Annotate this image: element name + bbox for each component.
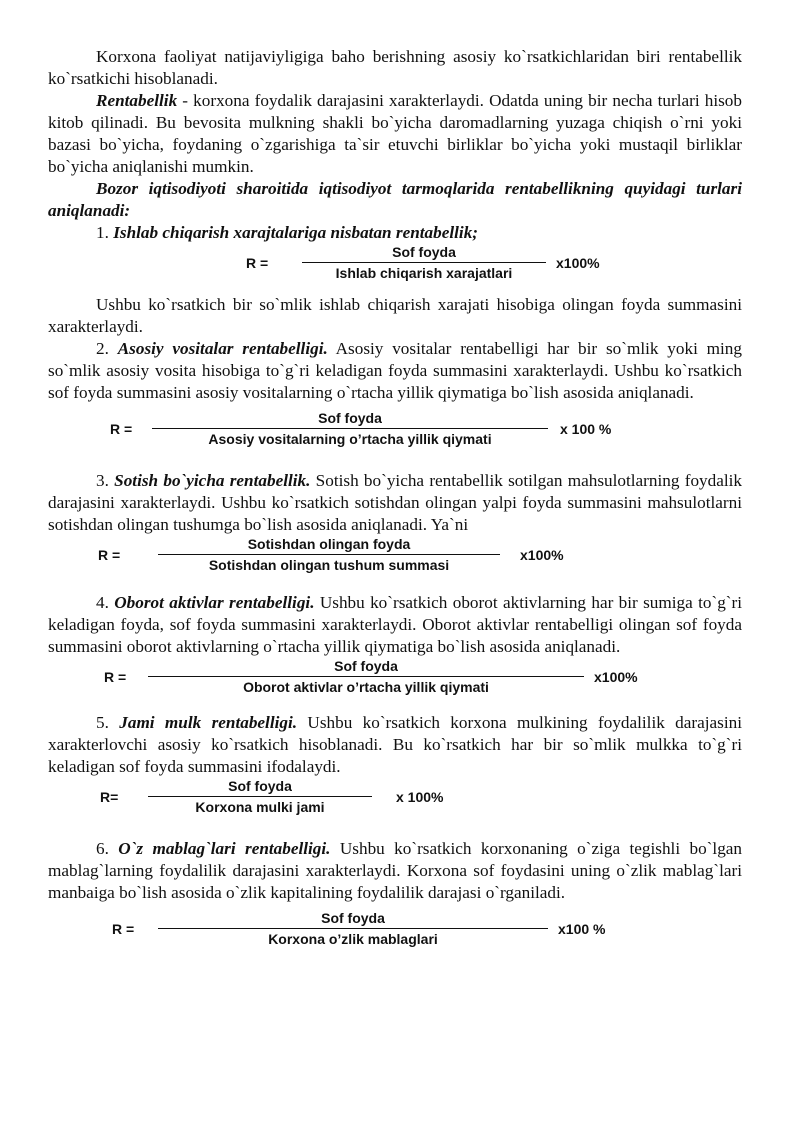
formula-3 <box>48 536 742 592</box>
item-1-title: Ishlab chiqarish xarajtalariga nisbatan rentabellik; <box>113 223 479 242</box>
item-3-text: Sotish bo`yicha rentabellik sotilgan mahsulotlarning foydalik darajasini xarakterlaydi. Ushbu ko`rsatkich sotishdan olingan yalpi foyda summasini mahsulotlarni sotishdan olingan tushumga bo`lish asosida aniqlanadi. Ya`ni <box>48 471 743 534</box>
item-2-number: 2. <box>96 339 109 358</box>
item-2-text: Asosiy vositalar rentabelligi har bir so`mlik yoki ming so`mlik asosiy vosita hisobiga to`g`ri keladigan foyda summasini xarakterlaydi. Ushbu ko`rsatkich sof foyda summasini asosiy vositalarning o`rtacha yillik qiymatiga bo`lish asosida aniqlanadi. <box>48 339 742 402</box>
item-4-title: Oborot aktivlar rentabelligi. <box>114 593 315 612</box>
formula-6-fraction-bar <box>158 928 548 929</box>
definition-text: - korxona foydalik darajasini xarakterlaydi. Odatda uning bir necha turlari hisob kitob qilinadi. Bu bevosita mulkning shakli bo`yicha daromadlarning yuzaga chiqish o`rni yoki bazasi bo`yicha, foydaning o`zgarishiga ta`sir etuvchi birliklar bo`yicha yoki mustaqil birliklar bo`yicha aniqlanishi mumkin. <box>48 91 742 176</box>
formula-4-multiplier: x100% <box>594 669 638 685</box>
formula-2 <box>48 410 742 470</box>
formula-6-multiplier: x100 % <box>558 921 606 937</box>
formula-5 <box>48 778 742 838</box>
section-heading: Bozor iqtisodiyoti sharoitida iqtisodiyot tarmoqlarida rentabellikning quyidagi turlari aniqlanadi: <box>48 179 742 220</box>
item-1-paragraph <box>48 222 742 244</box>
item-5-title: Jami mulk rentabelligi. <box>119 713 298 732</box>
formula-5-multiplier: x 100% <box>396 789 444 805</box>
formula-1-numerator: Sof foyda <box>392 244 456 260</box>
item-6-number: 6. <box>96 839 109 858</box>
formula-1-lhs: R = <box>246 255 269 271</box>
formula-6 <box>48 910 742 960</box>
item-4-paragraph <box>48 592 742 658</box>
definition-paragraph <box>48 90 742 178</box>
formula-4 <box>48 658 742 712</box>
formula-2-denominator: Asosiy vositalarning o’rtacha yillik qiymati <box>208 431 492 447</box>
item-4-text: Ushbu ko`rsatkich oborot aktivlarning har bir sumiga to`g`ri keladigan foyda, sof foyda summasini xarakterlaydi. Oborot aktivlar rentabelligi olingan sof foyda summasini oborot aktivlarning o`rtacha yillik qiymatiga bo`lish asosida aniqlanadi. <box>48 593 743 656</box>
item-6-title: O`z mablag`lari rentabelligi. <box>118 839 331 858</box>
formula-5-lhs: R= <box>100 789 119 805</box>
formula-6-lhs: R = <box>112 921 135 937</box>
formula-4-denominator: Oborot aktivlar o’rtacha yillik qiymati <box>243 679 489 695</box>
item-5-text: Ushbu ko`rsatkich korxona mulkining foydalilik darajasini xarakterlovchi asosiy ko`rsatkich hisoblanadi. Bu ko`rsatkich har bir so`mlik mulkka to`g`ri keladigan sof foyda summasini ifodalaydi. <box>48 713 742 776</box>
formula-6-numerator: Sof foyda <box>321 910 385 926</box>
item-6-text: Ushbu ko`rsatkich korxonaning o`ziga tegishli bo`lgan mablag`larning foydalilik darajasini xarakterlaydi. Korxona sof foydasini uning o`zlik mablag`lari manbaiga bo`lish asosida o`zlik kapitalining foydalilik darajasi o`rganiladi. <box>48 839 743 902</box>
formula-2-lhs: R = <box>110 421 133 437</box>
formula-1 <box>48 244 742 294</box>
formula-1-denominator: Ishlab chiqarish xarajatlari <box>335 265 513 281</box>
item-1-number: 1. <box>96 223 109 242</box>
formula-2-fraction-bar <box>152 428 548 429</box>
formula-5-denominator: Korxona mulki jami <box>195 799 325 815</box>
formula-3-lhs: R = <box>98 547 121 563</box>
item-3-paragraph <box>48 470 742 536</box>
item-1-after-paragraph: Ushbu ko`rsatkich bir so`mlik ishlab chiqarish xarajati hisobiga olingan foyda summasini xarakterlaydi. <box>48 295 742 336</box>
formula-3-multiplier: x100% <box>520 547 564 563</box>
item-5-paragraph <box>48 712 742 778</box>
item-4-number: 4. <box>96 593 109 612</box>
item-6-paragraph <box>48 838 742 904</box>
formula-6-denominator: Korxona o’zlik mablaglari <box>268 931 438 947</box>
item-5-number: 5. <box>96 713 109 732</box>
formula-4-lhs: R = <box>104 669 127 685</box>
formula-2-multiplier: x 100 % <box>560 421 612 437</box>
formula-2-numerator: Sof foyda <box>318 410 382 426</box>
formula-4-fraction-bar <box>148 676 584 677</box>
formula-1-fraction-bar <box>302 262 546 263</box>
formula-3-numerator: Sotishdan olingan foyda <box>247 536 411 552</box>
formula-3-denominator: Sotishdan olingan tushum summasi <box>208 557 450 573</box>
item-3-number: 3. <box>96 471 109 490</box>
formula-3-fraction-bar <box>158 554 500 555</box>
formula-5-numerator: Sof foyda <box>228 778 292 794</box>
item-2-paragraph <box>48 338 742 404</box>
formula-4-numerator: Sof foyda <box>334 658 398 674</box>
item-2-title: Asosiy vositalar rentabelligi. <box>117 339 328 358</box>
definition-term: Rentabellik <box>96 91 178 110</box>
document-page <box>48 46 742 960</box>
item-3-title: Sotish bo`yicha rentabellik. <box>114 471 311 490</box>
formula-1-multiplier: x100% <box>556 255 600 271</box>
intro-paragraph: Korxona faoliyat natijaviyligiga baho berishning asosiy ko`rsatkichlaridan biri rentabellik ko`rsatkichi hisoblanadi. <box>48 47 742 88</box>
formula-5-fraction-bar <box>148 796 372 797</box>
